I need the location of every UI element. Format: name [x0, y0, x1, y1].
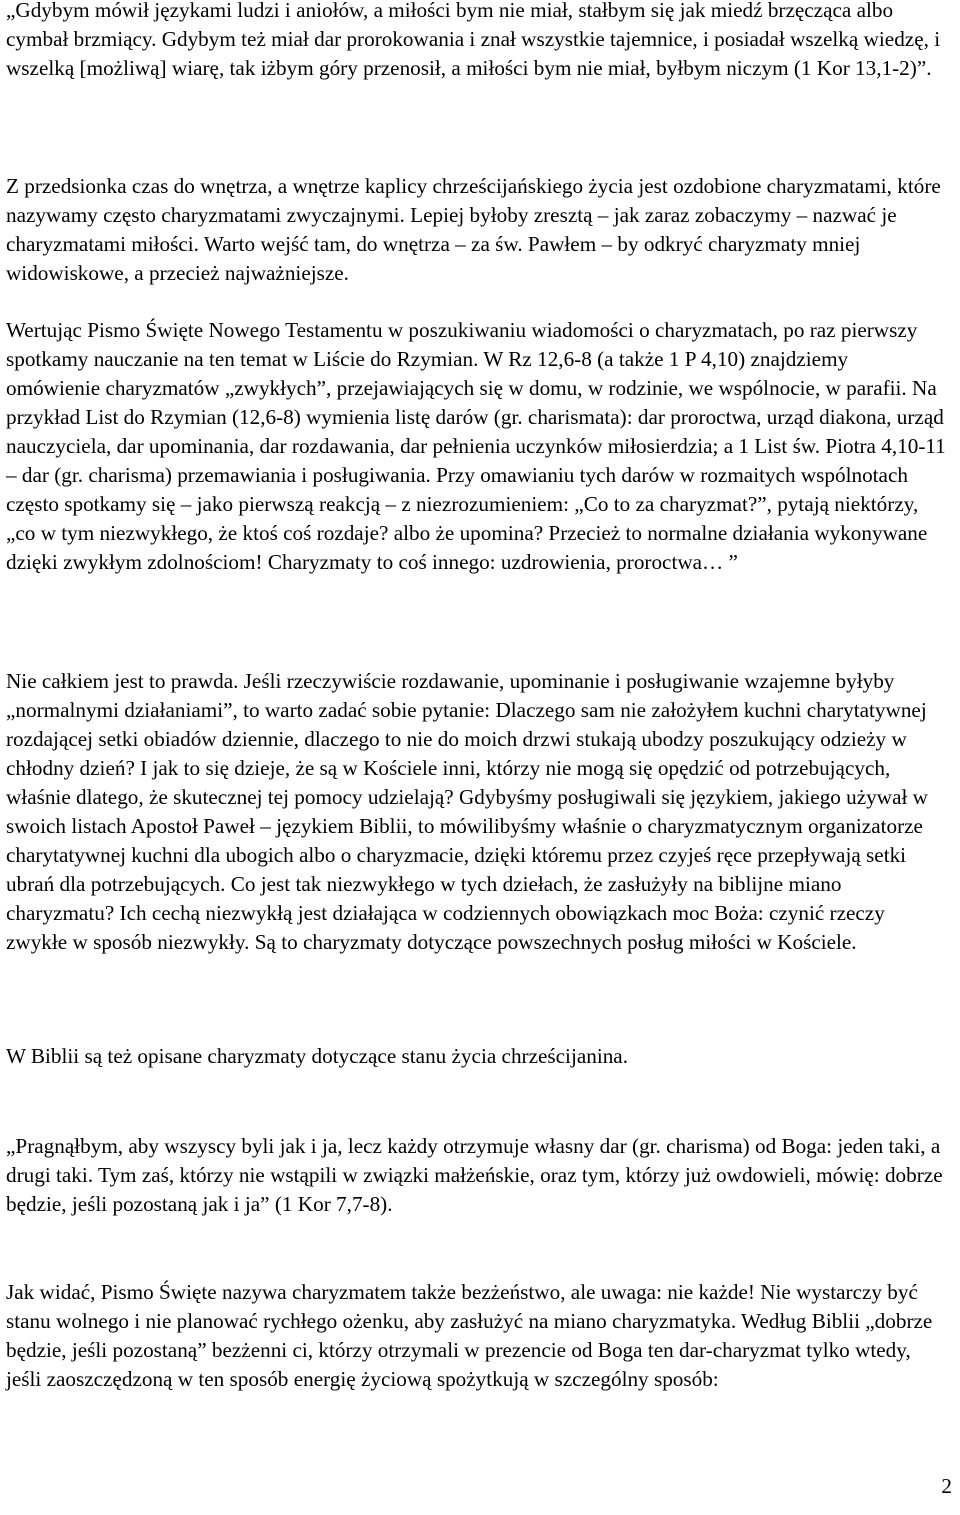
paragraph-charyzmaty-zwyczajne: Z przedsionka czas do wnętrza, a wnętrze kaplicy chrześcijańskiego życia jest ozdobione charyzmatami, które nazywamy często charyzmatami zwyczajnymi. Lepiej byłoby zresztą – jak zaraz zobaczymy – nazwać je charyzmatami miłości. Warto wejść tam, do wnętrza – za św. Pawłem – by odkryć charyzmaty mniej widowiskowe, a przecież najważniejsze. — [6, 174, 941, 285]
paragraph-quote-1-kor-13: „Gdybym mówił językami ludzi i aniołów, a miłości bym nie miał, stałbym się jak miedź brzęcząca albo cymbał brzmiący. Gdybym też miał dar prorokowania i znał wszystkie tajemnice, i posiadał wszelką wiedzę, i wszelką [możliwą] wiarę, tak iżbym góry przenosił, a miłości bym nie miał, byłbym niczym (1 Kor 13,1-2)”. — [6, 0, 941, 80]
paragraph-list-do-rzymian: Wertując Pismo Święte Nowego Testamentu w poszukiwaniu wiadomości o charyzmatach, po raz pierwszy spotkamy nauczanie na ten temat w Liście do Rzymian. W Rz 12,6-8 (a także 1 P 4,10) znajdziemy omówienie charyzmatów „zwykłych”, przejawiających się w domu, w rodzinie, we wspólnocie, w parafii. Na przykład List do Rzymian (12,6-8) wymienia listę darów (gr. charismata): dar proroctwa, urząd diakona, urząd nauczyciela, dar upominania, dar rozdawania, dar pełnienia uczynków miłosierdzia; a 1 List św. Piotra 4,10-11 – dar (gr. charisma) przemawiania i posługiwania. Przy omawianiu tych darów w rozmaitych wspólnotach często spotkamy się – jako pierwszą reakcją – z niezrozumieniem: „Co to za charyzmat?”, pytają niektórzy, „co w tym niezwykłego, że ktoś coś rozdaje? albo że upomina? Przecież to normalne działania wykonywane dzięki zwykłym zdolnościom! Charyzmaty to coś innego: uzdrowienia, proroctwa… ” — [6, 318, 946, 574]
paragraph-bezzenstwo: Jak widać, Pismo Święte nazywa charyzmatem także bezżeństwo, ale uwaga: nie każde! Nie wystarczy być stanu wolnego i nie planować rychłego ożenku, aby zasłużyć na miano charyzmatyka. Według Biblii „dobrze będzie, jeśli pozostaną” bezżenni ci, którzy otrzymali w prezencie od Boga ten dar-charyzmat tylko wtedy, jeśli zaoszczędzoną w ten sposób energię życiową spożytkują w szczególny sposób: — [6, 1280, 933, 1391]
paragraph-nie-calkiem-prawda: Nie całkiem jest to prawda. Jeśli rzeczywiście rozdawanie, upominanie i posługiwanie wzajemne byłyby „normalnymi działaniami”, to warto zadać sobie pytanie: Dlaczego sam nie założyłem kuchni charytatywnej rozdającej setki obiadów dziennie, dlaczego to nie do moich drzwi stukają ubodzy poszukujący odzieży w chłodny dzień? I jak to się dzieje, że są w Kościele inni, którzy nie mogą się opędzić od potrzebujących, właśnie dlatego, że skutecznej tej pomocy udzielają? Gdybyśmy posługiwali się językiem, jakiego używał w swoich listach Apostoł Paweł – językiem Biblii, to mówilibyśmy właśnie o charyzmatycznym organizatorze charytatywnej kuchni dla ubogich albo o charyzmacie, dzięki któremu przez czyjeś ręce przepływają setki ubrań dla potrzebujących. Co jest tak niezwykłego w tych dziełach, że zasłużyły na biblijne miano charyzmatu? Ich cechą niezwykłą jest działająca w codziennych obowiązkach moc Boża: czynić rzeczy zwykłe w sposób niezwykły. Są to charyzmaty dotyczące powszechnych posług miłości w Kościele. — [6, 669, 928, 954]
paragraph-quote-1-kor-7: „Pragnąłbym, aby wszyscy byli jak i ja, lecz każdy otrzymuje własny dar (gr. charisma) od Boga: jeden taki, a drugi taki. Tym zaś, którzy nie wstąpili w związki małżeńskie, oraz tym, którzy już owdowieli, mówię: dobrze będzie, jeśli pozostaną jak i ja” (1 Kor 7,7-8). — [6, 1134, 943, 1216]
page-number: 2 — [941, 1474, 952, 1498]
paragraph-stan-zycia: W Biblii są też opisane charyzmaty dotyczące stanu życia chrześcijanina. — [6, 1044, 629, 1068]
